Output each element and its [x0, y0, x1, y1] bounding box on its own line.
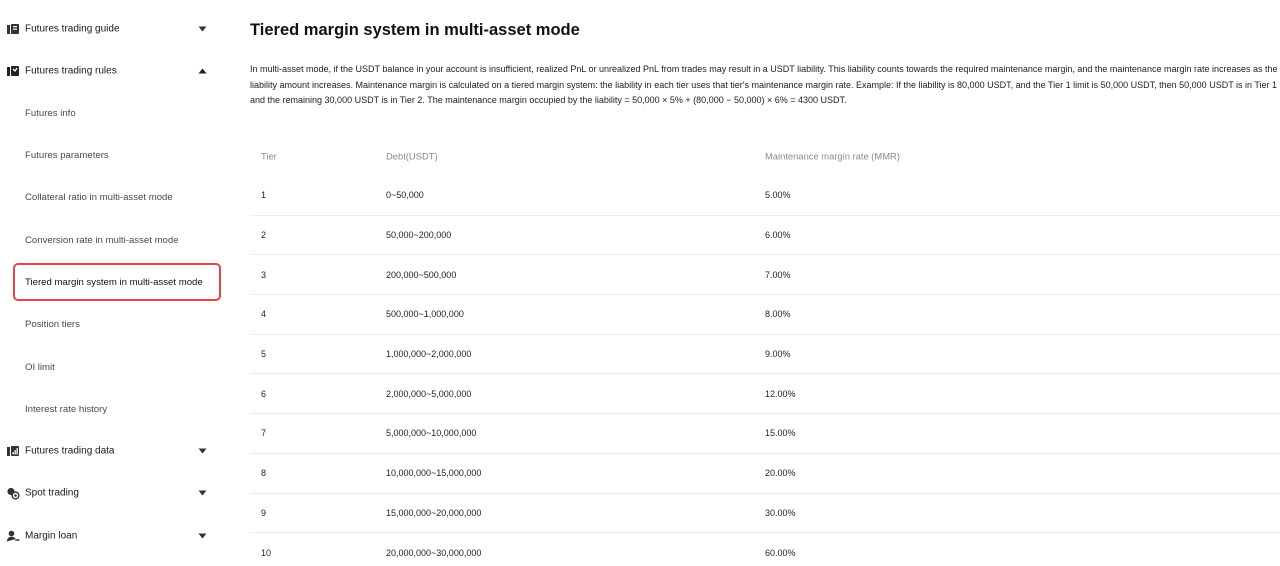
chevron-down-icon[interactable] — [198, 490, 207, 496]
sidebar-item-futures-info[interactable]: Futures info — [25, 107, 76, 119]
header-mmr: Maintenance margin rate (MMR) — [765, 150, 900, 162]
cell-debt: 50,000~200,000 — [386, 230, 452, 241]
sidebar-item-oi-limit[interactable]: OI limit — [25, 361, 55, 373]
sidebar-item-tiered-margin-system[interactable]: Tiered margin system in multi-asset mode — [13, 263, 221, 301]
cell-debt: 500,000~1,000,000 — [386, 309, 464, 320]
cell-tier: 5 — [261, 349, 267, 360]
cell-debt: 1,000,000~2,000,000 — [386, 349, 472, 360]
sidebar-group-label: Futures trading data — [25, 445, 115, 457]
cell-tier: 3 — [261, 269, 267, 280]
table-row — [250, 335, 1280, 375]
sidebar-item-interest-rate-history[interactable]: Interest rate history — [25, 403, 108, 415]
table-header — [250, 136, 1280, 176]
table-row — [250, 494, 1280, 534]
sidebar-item-collateral-ratio[interactable]: Collateral ratio in multi-asset mode — [25, 191, 173, 203]
chevron-down-icon[interactable] — [198, 533, 207, 539]
page-title: Tiered margin system in multi-asset mode — [250, 21, 580, 39]
cell-debt: 2,000,000~5,000,000 — [386, 388, 472, 399]
cell-tier: 4 — [261, 309, 267, 320]
cell-mmr: 5.00% — [765, 190, 791, 201]
user-loan-icon — [6, 529, 20, 543]
sidebar-group-label: Spot trading — [25, 487, 79, 499]
header-debt: Debt(USDT) — [386, 150, 438, 162]
cell-mmr: 8.00% — [765, 309, 791, 320]
data-icon — [6, 444, 20, 458]
chevron-down-icon[interactable] — [198, 448, 207, 454]
cell-tier: 6 — [261, 388, 267, 399]
sidebar-group-spot-trading[interactable] — [0, 476, 226, 510]
cell-debt: 5,000,000~10,000,000 — [386, 428, 477, 439]
rules-icon — [6, 64, 20, 78]
cell-tier: 2 — [261, 230, 267, 241]
cell-tier: 7 — [261, 428, 267, 439]
cell-debt: 0~50,000 — [386, 190, 424, 201]
cell-debt: 10,000,000~15,000,000 — [386, 468, 482, 479]
cell-debt: 20,000,000~30,000,000 — [386, 548, 482, 559]
cell-tier: 10 — [261, 548, 272, 559]
table-row — [250, 454, 1280, 494]
cell-mmr: 6.00% — [765, 230, 791, 241]
sidebar-group-label: Futures trading guide — [25, 23, 120, 35]
table-row — [250, 255, 1280, 295]
sidebar-group-label: Futures trading rules — [25, 65, 117, 77]
cell-mmr: 9.00% — [765, 349, 791, 360]
cell-mmr: 20.00% — [765, 468, 796, 479]
tiered-margin-table — [250, 136, 1280, 566]
header-tier: Tier — [261, 150, 277, 162]
table-row — [250, 295, 1280, 335]
sidebar-group-futures-trading-data[interactable] — [0, 434, 226, 468]
cell-tier: 9 — [261, 507, 267, 518]
sidebar-item-position-tiers[interactable]: Position tiers — [25, 318, 80, 330]
table-row — [250, 533, 1280, 566]
cell-mmr: 15.00% — [765, 428, 796, 439]
sidebar — [0, 0, 226, 566]
cell-mmr: 12.00% — [765, 388, 796, 399]
spot-icon — [6, 486, 20, 500]
cell-debt: 15,000,000~20,000,000 — [386, 507, 482, 518]
cell-mmr: 60.00% — [765, 548, 796, 559]
cell-tier: 8 — [261, 468, 267, 479]
chevron-down-icon[interactable] — [198, 26, 207, 32]
table-row — [250, 216, 1280, 256]
book-icon — [6, 22, 20, 36]
sidebar-group-futures-trading-rules[interactable] — [0, 54, 226, 88]
cell-tier: 1 — [261, 190, 267, 201]
table-row — [250, 414, 1280, 454]
sidebar-item-futures-parameters[interactable]: Futures parameters — [25, 149, 109, 161]
table-row — [250, 176, 1280, 216]
cell-mmr: 30.00% — [765, 507, 796, 518]
sidebar-group-margin-loan[interactable] — [0, 519, 226, 553]
main-content — [250, 0, 1280, 566]
sidebar-group-label: Margin loan — [25, 530, 78, 542]
cell-debt: 200,000~500,000 — [386, 269, 457, 280]
chevron-up-icon[interactable] — [198, 68, 207, 74]
table-row — [250, 374, 1280, 414]
sidebar-item-conversion-rate[interactable]: Conversion rate in multi-asset mode — [25, 234, 179, 246]
cell-mmr: 7.00% — [765, 269, 791, 280]
sidebar-group-futures-trading-guide[interactable] — [0, 12, 226, 46]
intro-paragraph: In multi-asset mode, if the USDT balance in your account is insufficient, realized PnL or unrealized PnL from trades may result in a USDT liability. This liability counts towards the required maintenance margin, and the maintenance margin rate increases as the liability amount increases. Maintenance margin is calculated on a tiered margin system: the liability in each tier uses that tier's maintenance margin rate. Example: If the liability is 80,000 USDT, and the Tier 1 limit is 50,000 USDT, then 50,000 USDT is in Tier 1 and the remaining 30,000 USDT is in Tier 2. The maintenance margin occupied by the liability = 50,000 × 5% + (80,000 − 50,000) × 6% = 4300 USDT. — [250, 64, 1278, 106]
